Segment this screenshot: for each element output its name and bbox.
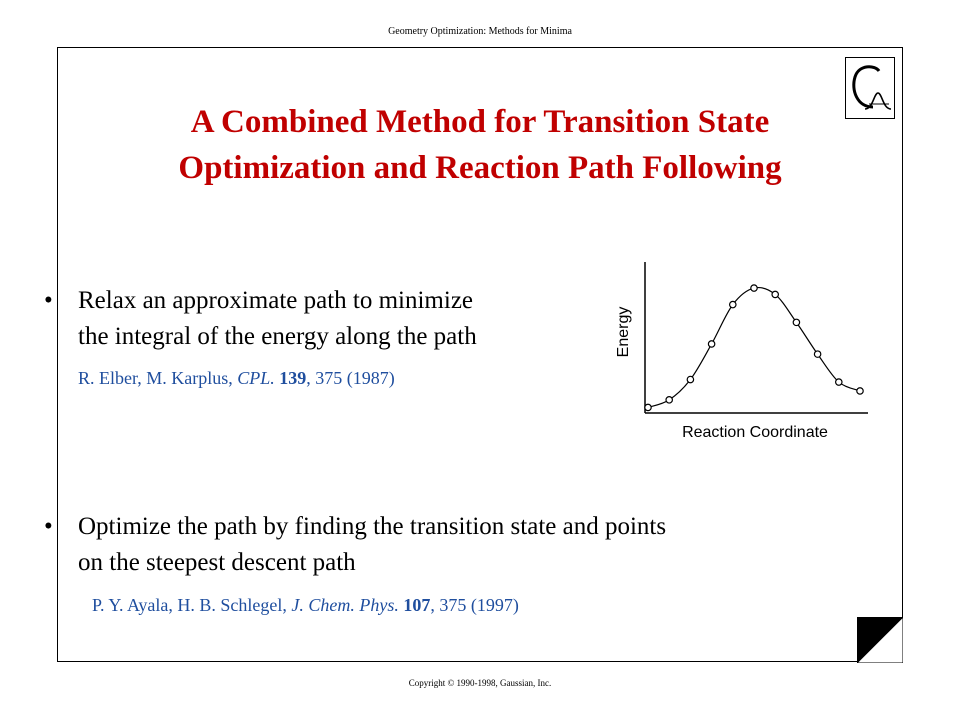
path-point-3 — [708, 341, 714, 347]
slide-title-line1: A Combined Method for Transition State — [190, 104, 770, 140]
reference-1-journal: CPL. — [237, 368, 275, 388]
reference-2-authors: P. Y. Ayala, H. B. Schlegel, — [92, 595, 292, 615]
reference-1-authors: R. Elber, M. Karplus, — [78, 368, 238, 388]
bullet-2-line1: Optimize the path by finding the transition state and points — [78, 513, 667, 540]
reference-2-rest: , 375 (1997) — [430, 595, 519, 615]
reference-2-volume: 107 — [403, 595, 431, 615]
path-point-9 — [836, 379, 842, 385]
path-point-4 — [730, 301, 736, 307]
x-axis-label: Reaction Coordinate — [682, 424, 828, 441]
reference-1-volume: 139 — [279, 368, 307, 388]
reference-1-rest: , 375 (1987) — [306, 368, 395, 388]
bullet-marker-1: • — [44, 287, 53, 314]
bullet-marker-2: • — [44, 513, 53, 540]
path-point-8 — [814, 351, 820, 357]
path-point-2 — [687, 376, 693, 382]
path-point-7 — [793, 319, 799, 325]
copyright-footer: Copyright © 1990-1998, Gaussian, Inc. — [408, 678, 552, 688]
path-point-5 — [751, 285, 757, 291]
bullet-1-line2: the integral of the energy along the path — [78, 323, 477, 350]
bullet-2-line2: on the steepest descent path — [78, 549, 356, 576]
slide-title-line2: Optimization and Reaction Path Following — [178, 150, 782, 186]
path-point-10 — [857, 388, 863, 394]
reference-2 — [92, 595, 519, 616]
path-point-0 — [645, 404, 651, 410]
path-point-6 — [772, 291, 778, 297]
energy-curve — [648, 288, 860, 408]
reference-2-journal: J. Chem. Phys. — [291, 595, 399, 615]
slide-header: Geometry Optimization: Methods for Minima — [388, 26, 572, 37]
page-corner-icon[interactable] — [857, 617, 903, 663]
y-axis-label: Energy — [615, 306, 632, 358]
reference-1 — [78, 368, 395, 389]
energy-profile-chart — [610, 250, 880, 450]
bullet-1-line1: Relax an approximate path to minimize — [78, 287, 474, 314]
path-point-1 — [666, 397, 672, 403]
